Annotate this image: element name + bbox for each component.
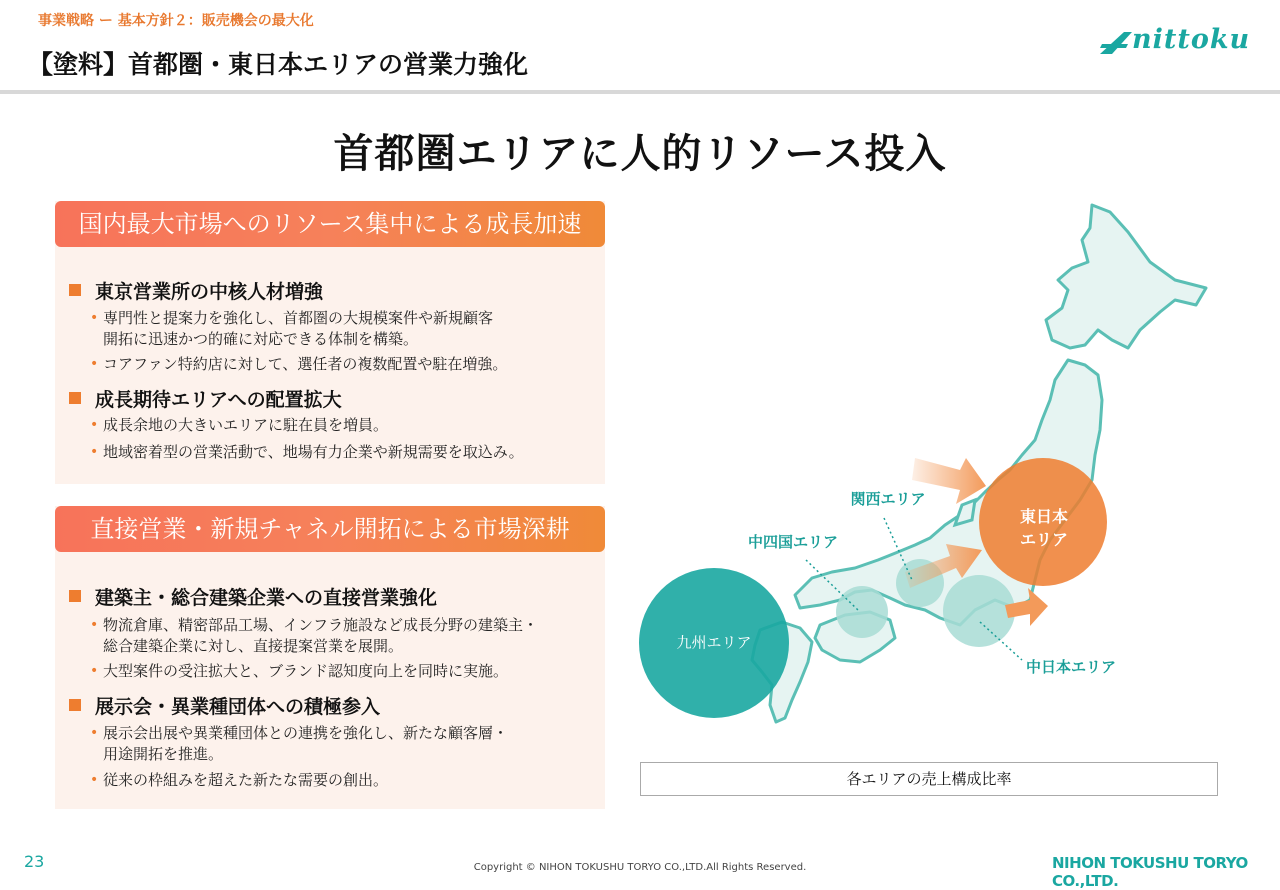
section-title: 成長期待エリアへの配置拡大 <box>95 389 342 411</box>
page-title: 【塗料】首都圏・東日本エリアの営業力強化 <box>28 50 529 79</box>
bullet-dot-icon: • <box>90 663 99 679</box>
breadcrumb: 事業戦略 ー 基本方針２：販売機会の最大化 <box>38 13 314 29</box>
panel-header: 直接営業・新規チャネル開拓による市場深耕 <box>55 506 605 552</box>
bullet-text: 展示会出展や異業種団体との連携を強化し、新たな顧客層・ 用途開拓を推進。 <box>103 724 509 763</box>
bullet-text: 大型案件の受注拡大と、ブランド認知度向上を同時に実施。 <box>103 662 509 680</box>
japan-area-map <box>635 195 1235 755</box>
square-bullet-icon <box>69 590 81 602</box>
page-number: 23 <box>24 852 45 871</box>
section-title: 建築主・総合建築企業への直接営業強化 <box>95 587 438 609</box>
bullet-text: コアファン特約店に対して、選任者の複数配置や駐在増強。 <box>103 355 508 373</box>
panel-market-deepening <box>55 506 605 809</box>
bullet-dot-icon: • <box>90 772 99 788</box>
square-bullet-icon <box>69 699 81 711</box>
bullet-dot-icon: • <box>90 617 99 633</box>
east-japan-label-line1: 東日本 <box>1019 507 1069 526</box>
chubu-area-circle <box>943 575 1015 647</box>
logo-wordmark: nittoku <box>1132 24 1251 55</box>
panel-header: 国内最大市場へのリソース集中による成長加速 <box>55 201 605 247</box>
bullet-dot-icon: • <box>90 444 99 460</box>
bullet-text: 物流倉庫、精密部品工場、インフラ施設など成長分野の建築主・ 総合建築企業に対し、直接提案営業を展開。 <box>103 616 539 655</box>
bullet-dot-icon: • <box>90 310 99 326</box>
section-title: 展示会・異業種団体への積極参入 <box>95 696 381 718</box>
square-bullet-icon <box>69 392 81 404</box>
section-title: 東京営業所の中核人材増強 <box>95 281 324 303</box>
bullet-text: 地域密着型の営業活動で、地場有力企業や新規需要を取込み。 <box>103 443 524 461</box>
panel-resource-focus <box>55 201 605 484</box>
bullet-dot-icon: • <box>90 725 99 741</box>
bullet-dot-icon: • <box>90 417 99 433</box>
noto-peninsula-shape <box>955 500 975 525</box>
chushikoku-label: 中四国エリア <box>747 533 839 551</box>
bullet-text: 成長余地の大きいエリアに駐在員を増員。 <box>103 416 389 434</box>
copyright: Copyright © NIHON TOKUSHU TORYO CO.,LTD.All Rights Reserved. <box>473 862 807 873</box>
kansai-label: 関西エリア <box>850 490 926 508</box>
hokkaido-shape <box>1046 205 1206 348</box>
header-divider <box>0 90 1280 94</box>
bullet-dot-icon: • <box>90 356 99 372</box>
chushikoku-area-circle <box>836 586 888 638</box>
company-name: NIHON TOKUSHU TORYO CO.,LTD. <box>1052 854 1248 890</box>
bullet-text: 従来の枠組みを超えた新たな需要の創出。 <box>103 771 389 789</box>
bullet-text: 専門性と提案力を強化し、首都圏の大規模案件や新規顧客 開拓に迅速かつ的確に対応できる体制を構築。 <box>103 309 494 348</box>
kyushu-label: 九州エリア <box>676 633 752 652</box>
square-bullet-icon <box>69 284 81 296</box>
east-japan-label-line2: エリア <box>1019 530 1069 549</box>
map-caption: 各エリアの売上構成比率 <box>640 762 1218 796</box>
naka-nihon-label: 中日本エリア <box>1025 658 1117 676</box>
headline: 首都圏エリアに人的リソース投入 <box>333 131 947 177</box>
